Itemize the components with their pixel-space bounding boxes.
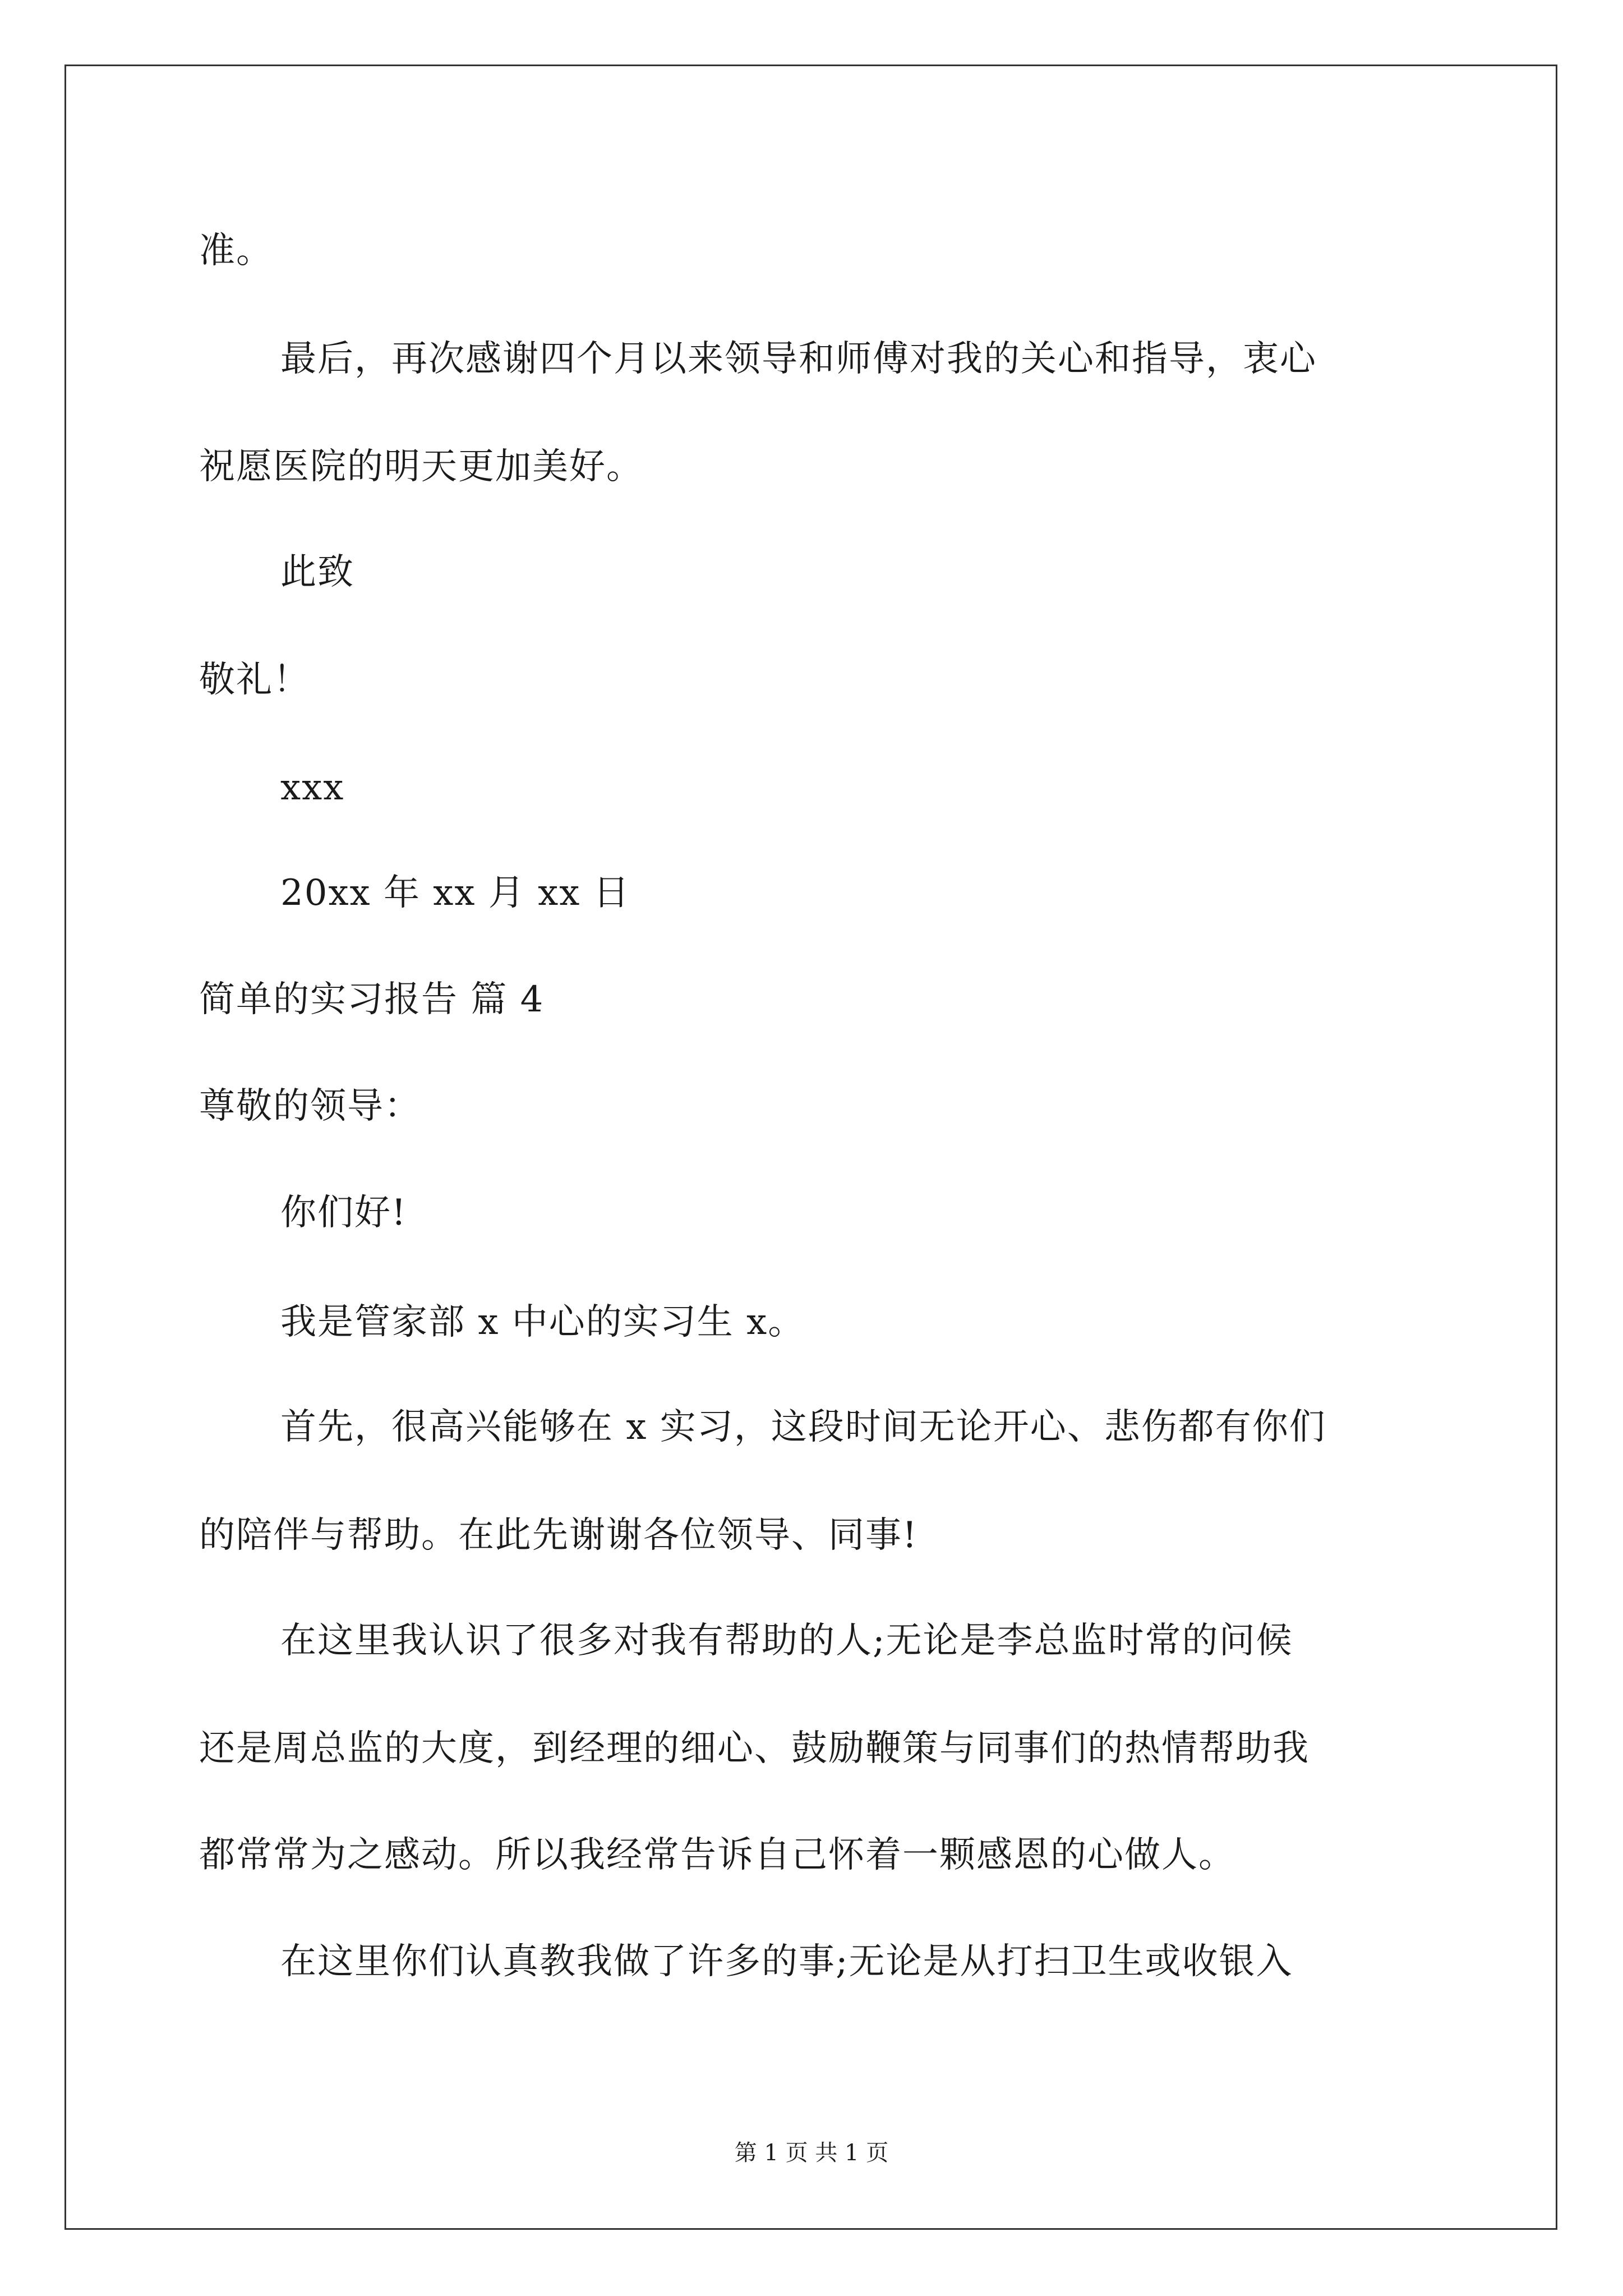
text-line: 还是周总监的大度，到经理的细心、鼓励鞭策与同事们的热情帮助我 bbox=[199, 1728, 1310, 1769]
text-line: 首先，很高兴能够在 x 实习，这段时间无论开心、悲伤都有你们 bbox=[280, 1406, 1326, 1448]
text-line: 最后，再次感谢四个月以来领导和师傅对我的关心和指导，衷心 bbox=[280, 338, 1317, 380]
text-line: 20xx 年 xx 月 xx 日 bbox=[280, 872, 630, 914]
text-line: 的陪伴与帮助。在此先谢谢各位领导、同事! bbox=[199, 1515, 918, 1556]
text-line: 此致 bbox=[280, 551, 354, 593]
text-line: 准。 bbox=[199, 230, 273, 272]
page-footer: 第 1 页 共 1 页 bbox=[734, 2140, 889, 2166]
text-line: 敬礼！ bbox=[199, 659, 310, 701]
page-border bbox=[64, 65, 1557, 2230]
text-line: 尊敬的领导： bbox=[199, 1085, 421, 1127]
text-line: 我是管家部 x 中心的实习生 x。 bbox=[280, 1301, 805, 1343]
text-line: 在这里我认识了很多对我有帮助的人;无论是李总监时常的问候 bbox=[280, 1620, 1293, 1662]
text-line: 祝愿医院的明天更加美好。 bbox=[199, 446, 643, 487]
text-line: xxx bbox=[280, 767, 345, 808]
text-line: 在这里你们认真教我做了许多的事;无论是从打扫卫生或收银入 bbox=[280, 1941, 1293, 1982]
section-heading: 简单的实习报告 篇 4 bbox=[199, 979, 545, 1020]
text-line: 都常常为之感动。所以我经常告诉自己怀着一颗感恩的心做人。 bbox=[199, 1834, 1235, 1876]
text-line: 你们好! bbox=[280, 1192, 407, 1234]
